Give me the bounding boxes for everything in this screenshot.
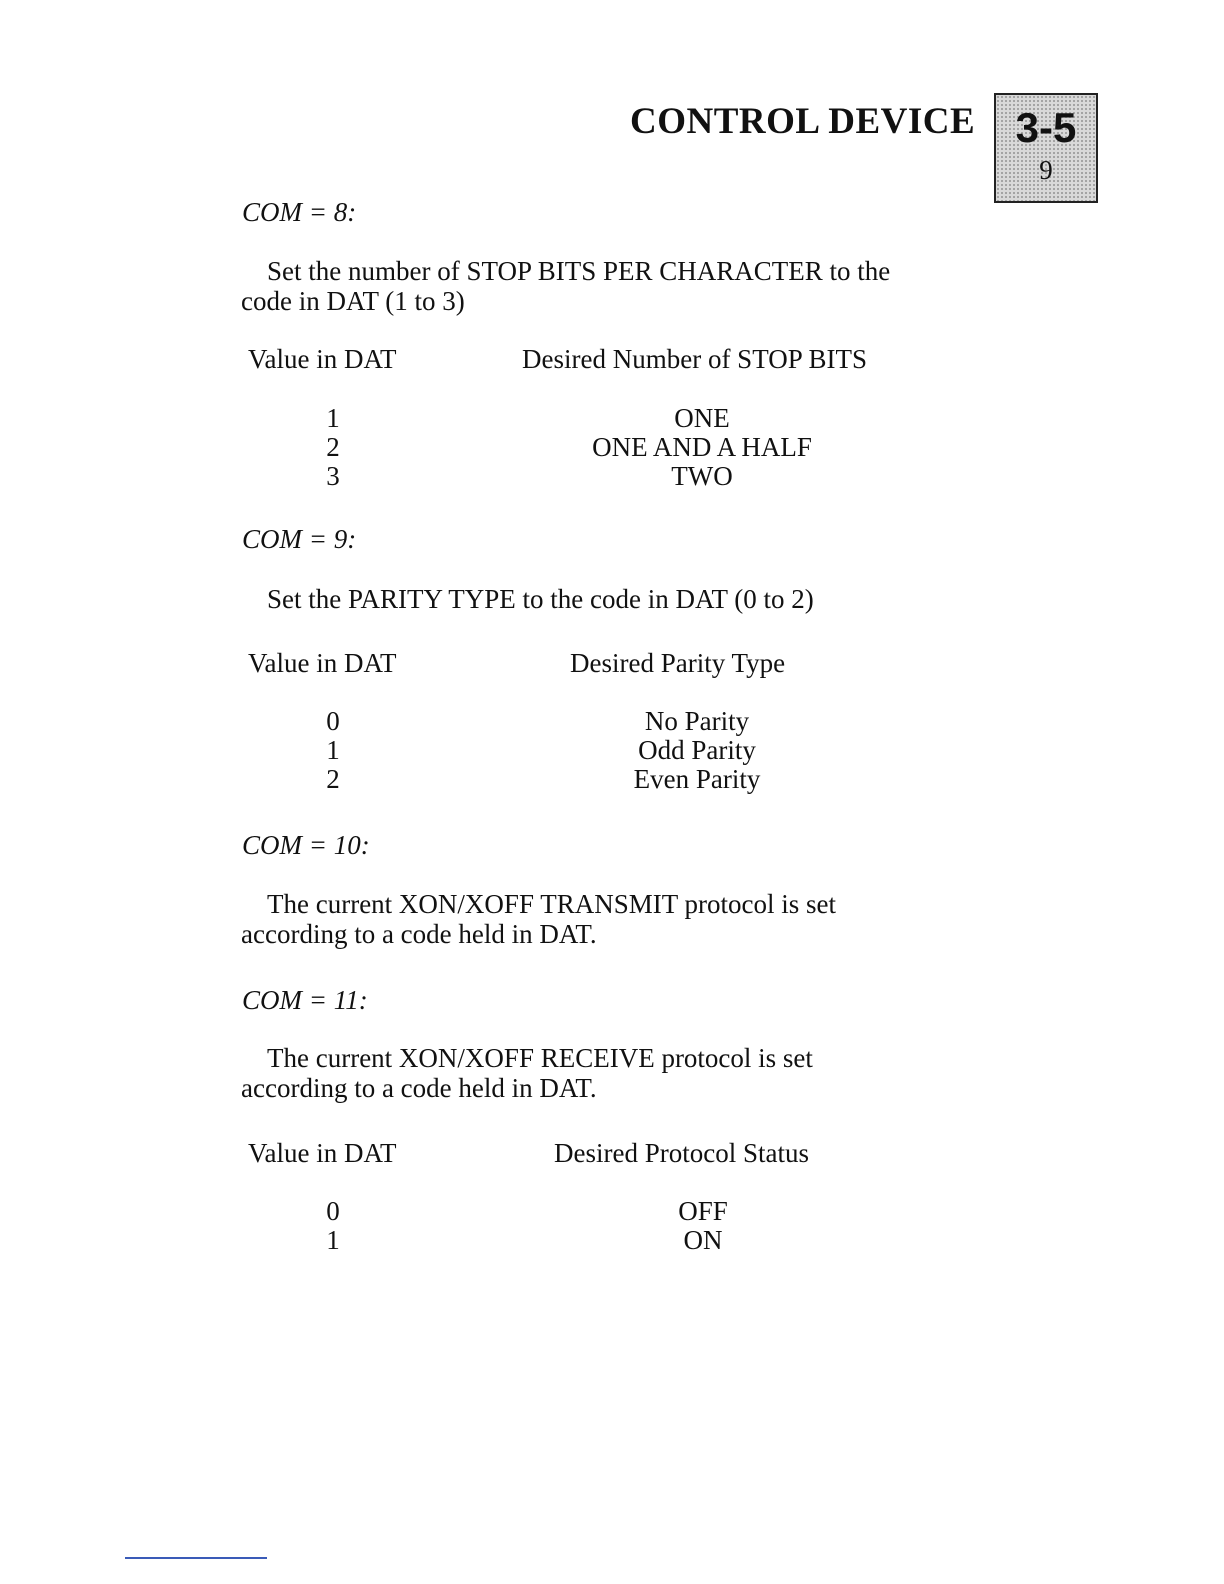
table-desc: ONE xyxy=(674,403,730,433)
com-8-label: COM = 8: xyxy=(242,197,357,227)
com-8-desc-header: Desired Number of STOP BITS xyxy=(522,344,867,374)
com-8-value-header: Value in DAT xyxy=(248,344,397,374)
com-9-value-header: Value in DAT xyxy=(248,648,397,678)
com-8-text-line-1: Set the number of STOP BITS PER CHARACTER to the xyxy=(267,256,891,286)
table-value: 2 xyxy=(326,432,340,462)
table-value: 2 xyxy=(326,764,340,794)
table-value: 0 xyxy=(326,1196,340,1226)
table-desc: Odd Parity xyxy=(638,735,756,765)
table-desc: ONE AND A HALF xyxy=(592,432,812,462)
com-11-description xyxy=(241,1043,981,1103)
com-9-label: COM = 9: xyxy=(242,524,357,554)
com-8-description xyxy=(241,256,981,316)
page-title: CONTROL DEVICE xyxy=(630,101,976,142)
com-9-desc-header: Desired Parity Type xyxy=(570,648,786,678)
com-10-text-line-1: The current XON/XOFF TRANSMIT protocol is set xyxy=(267,889,836,919)
com-11-text-line-1: The current XON/XOFF RECEIVE protocol is set xyxy=(267,1043,813,1073)
com-8-text-line-2: code in DAT (1 to 3) xyxy=(241,286,465,316)
table-value: 0 xyxy=(326,706,340,736)
table-value: 1 xyxy=(326,735,340,765)
com-9-text-line-1: Set the PARITY TYPE to the code in DAT (0 to 2) xyxy=(267,584,814,614)
table-desc: ON xyxy=(683,1225,723,1255)
footer-rule xyxy=(125,1557,267,1559)
com-11-text-line-2: according to a code held in DAT. xyxy=(241,1073,597,1103)
page-number: 9 xyxy=(1039,155,1053,185)
section-number: 3-5 xyxy=(1015,104,1077,151)
com-11-value-header: Value in DAT xyxy=(248,1138,397,1168)
com-10-label: COM = 10: xyxy=(242,830,370,860)
table-value: 1 xyxy=(326,1225,340,1255)
table-desc: TWO xyxy=(671,461,733,491)
section-tab xyxy=(994,93,1098,203)
table-desc: No Parity xyxy=(644,706,750,736)
table-desc: OFF xyxy=(678,1196,728,1226)
com-9-description xyxy=(241,584,981,614)
com-11-desc-header: Desired Protocol Status xyxy=(554,1138,809,1168)
com-10-description xyxy=(241,889,981,949)
com-10-text-line-2: according to a code held in DAT. xyxy=(241,919,597,949)
table-desc: Even Parity xyxy=(633,764,761,794)
table-value: 3 xyxy=(326,461,340,491)
com-11-label: COM = 11: xyxy=(242,985,368,1015)
table-value: 1 xyxy=(326,403,340,433)
